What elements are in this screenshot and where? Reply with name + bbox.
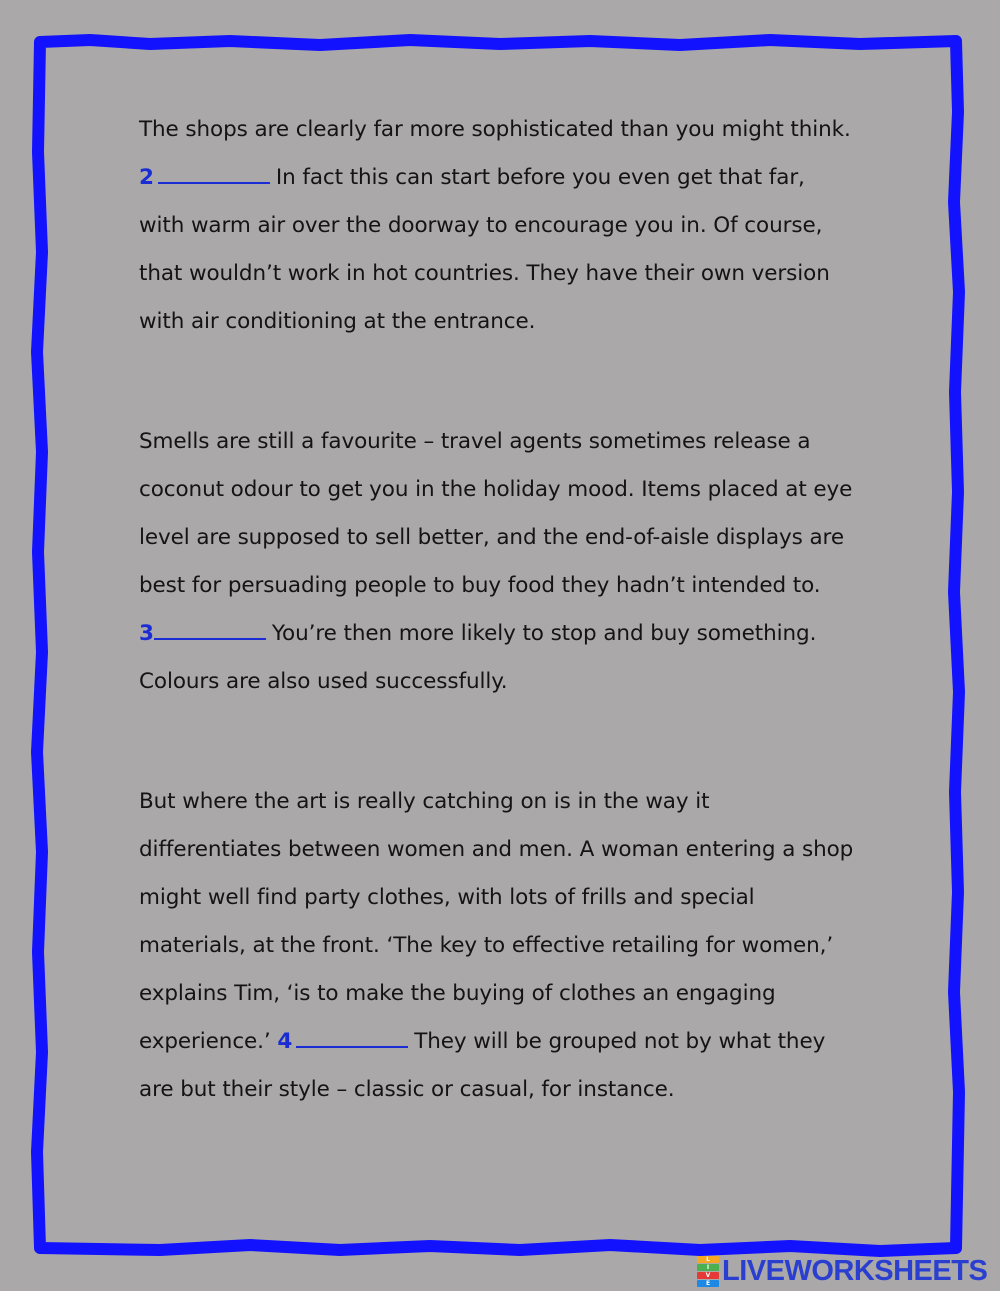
paragraph-3-line-1: But where the art is really catching on is in the way it	[139, 789, 710, 814]
gap-number-2: 2	[139, 165, 154, 190]
liveworksheets-logo-text: LIVEWORKSHEETS	[722, 1254, 988, 1287]
gap-2-answer-blank[interactable]	[158, 168, 270, 184]
gap-number-3: 3	[139, 621, 154, 646]
paragraph-2-line-1: Smells are still a favourite – travel agents sometimes release a	[139, 429, 811, 454]
paragraph-1-line-1: The shops are clearly far more sophisticated than you might think.	[139, 117, 851, 142]
liveworksheets-logo[interactable]	[697, 1254, 987, 1288]
paragraph-2-line-3: level are supposed to sell better, and the end-of-aisle displays are	[139, 525, 844, 550]
paragraph-1-line-2	[139, 154, 879, 202]
paragraph-3-line-3: might well find party clothes, with lots of frills and special	[139, 885, 755, 910]
paragraph-2-line-4: best for persuading people to buy food they hadn’t intended to.	[139, 573, 821, 598]
paragraph-3-line-4: materials, at the front. ‘The key to effective retailing for women,’	[139, 933, 834, 958]
paragraph-2-line-5-text: You’re then more likely to stop and buy something.	[271, 621, 817, 646]
paragraph-3-line-6-text-after: They will be grouped not by what they	[414, 1029, 826, 1054]
logo-mark-letter: E	[697, 1280, 719, 1287]
paragraph-1-line-5: with air conditioning at the entrance.	[139, 309, 536, 334]
paragraph-2-line-6: Colours are also used successfully.	[139, 669, 508, 694]
paragraph-3-line-7: are but their style – classic or casual, for instance.	[139, 1077, 675, 1102]
logo-mark-letter: L	[697, 1256, 719, 1263]
paragraph-1	[139, 106, 879, 346]
paragraph-1-line-2-text: In fact this can start before you even get that far,	[275, 165, 805, 190]
paragraph-2-line-5	[139, 610, 879, 658]
paragraph-1-line-3: with warm air over the doorway to encourage you in. Of course,	[139, 213, 823, 238]
paragraph-3	[139, 778, 879, 1114]
gap-4-answer-blank[interactable]	[296, 1032, 408, 1048]
paragraph-3-line-2: differentiates between women and men. A woman entering a shop	[139, 837, 854, 862]
liveworksheets-logo-icon	[697, 1256, 719, 1286]
paragraph-1-line-4: that wouldn’t work in hot countries. They have their own version	[139, 261, 830, 286]
paragraph-2	[139, 418, 879, 706]
reading-text	[139, 106, 879, 1186]
logo-mark-letter: I	[697, 1264, 719, 1271]
paragraph-3-line-5: explains Tim, ‘is to make the buying of clothes an engaging	[139, 981, 776, 1006]
paragraph-2-line-2: coconut odour to get you in the holiday mood. Items placed at eye	[139, 477, 853, 502]
paragraph-3-line-6	[139, 1018, 879, 1066]
gap-3-answer-blank[interactable]	[154, 624, 266, 640]
logo-mark-letter: V	[697, 1272, 719, 1279]
gap-number-4: 4	[277, 1029, 293, 1054]
paragraph-3-line-6-text-before: experience.’	[139, 1029, 271, 1054]
